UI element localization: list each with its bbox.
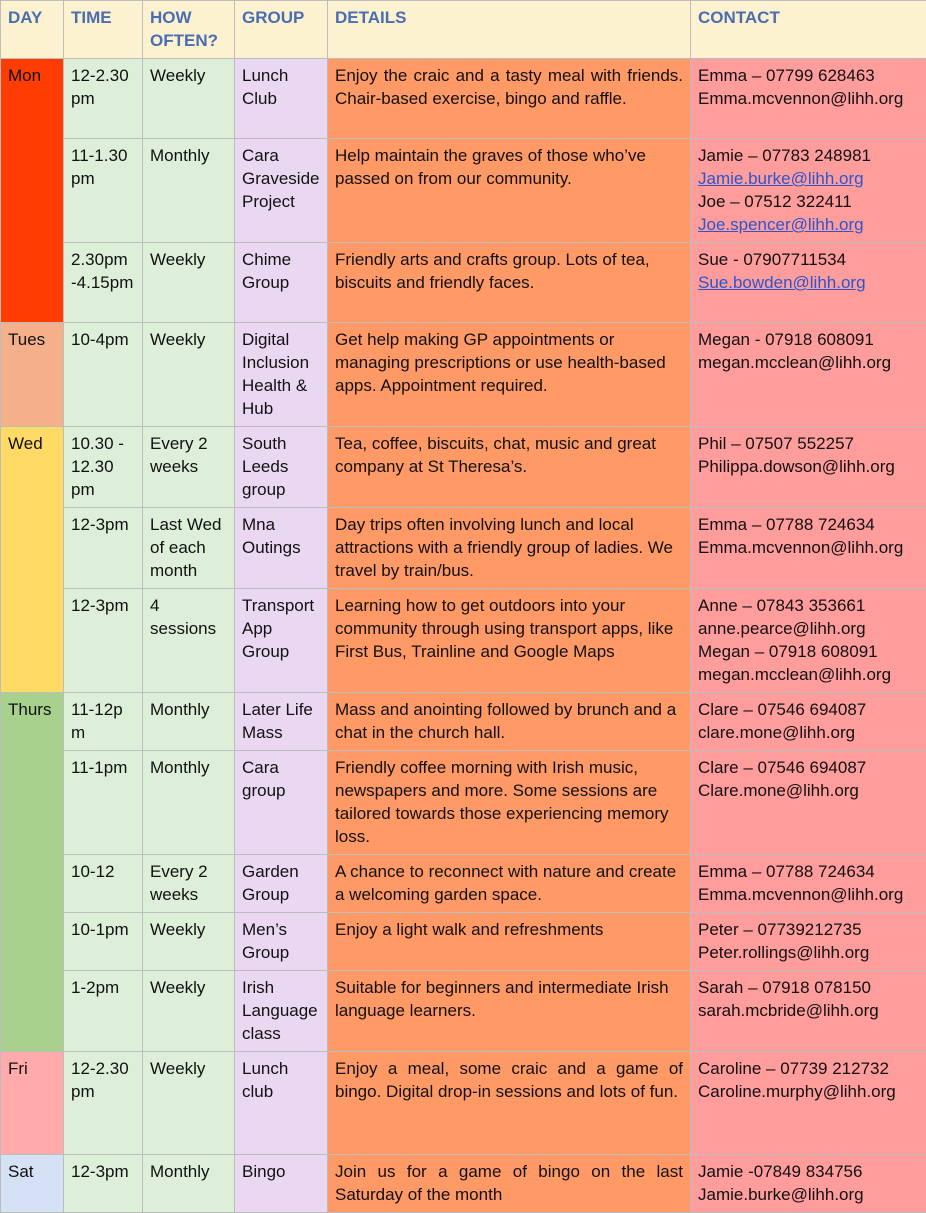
details-cell: Suitable for beginners and intermediate Irish language learners. bbox=[328, 971, 691, 1052]
table-row bbox=[1, 139, 926, 243]
group-cell: South Leeds group bbox=[235, 427, 328, 508]
header-contact: CONTACT bbox=[691, 1, 926, 59]
table-row bbox=[1, 243, 926, 323]
contact-cell bbox=[691, 855, 926, 913]
contact-phone: Sue - 07907711534 bbox=[698, 248, 919, 271]
time-cell: 12-2.30 pm bbox=[64, 1052, 143, 1155]
group-cell: Later Life Mass bbox=[235, 693, 328, 751]
details-cell: Join us for a game of bingo on the last Saturday of the month bbox=[328, 1155, 691, 1213]
contact-cell bbox=[691, 751, 926, 855]
frequency-cell: Monthly bbox=[143, 139, 235, 243]
contact-email: clare.mone@lihh.org bbox=[698, 721, 919, 744]
contact-email: megan.mcclean@lihh.org bbox=[698, 351, 919, 374]
day-cell-sat: Sat bbox=[1, 1155, 64, 1213]
time-cell: 10.30 - 12.30 pm bbox=[64, 427, 143, 508]
contact-cell bbox=[691, 913, 926, 971]
day-cell-mon: Mon bbox=[1, 59, 64, 323]
contact-cell bbox=[691, 1052, 926, 1155]
time-cell: 10-12 bbox=[64, 855, 143, 913]
frequency-cell: Monthly bbox=[143, 751, 235, 855]
contact-cell bbox=[691, 693, 926, 751]
time-cell: 11-1.30 pm bbox=[64, 139, 143, 243]
frequency-cell: Every 2 weeks bbox=[143, 427, 235, 508]
frequency-cell: Weekly bbox=[143, 59, 235, 139]
frequency-cell: Last Wed of each month bbox=[143, 508, 235, 589]
contact-cell bbox=[691, 508, 926, 589]
time-cell: 10-1pm bbox=[64, 913, 143, 971]
contact-phone: Jamie -07849 834756 bbox=[698, 1160, 919, 1183]
details-cell: Help maintain the graves of those who’ve passed on from our community. bbox=[328, 139, 691, 243]
frequency-cell: Weekly bbox=[143, 913, 235, 971]
contact-phone: Emma – 07799 628463 bbox=[698, 64, 919, 87]
frequency-cell: Weekly bbox=[143, 323, 235, 427]
contact-email-link[interactable]: Jamie.burke@lihh.org bbox=[698, 167, 919, 190]
contact-phone: Sarah – 07918 078150 bbox=[698, 976, 919, 999]
frequency-cell: Monthly bbox=[143, 693, 235, 751]
header-details: DETAILS bbox=[328, 1, 691, 59]
group-cell: Cara Graveside Project bbox=[235, 139, 328, 243]
details-cell: Get help making GP appointments or managing prescriptions or use health-based apps. Appointment required. bbox=[328, 323, 691, 427]
contact-cell bbox=[691, 1155, 926, 1213]
time-cell: 10-4pm bbox=[64, 323, 143, 427]
time-cell: 1-2pm bbox=[64, 971, 143, 1052]
header-group: GROUP bbox=[235, 1, 328, 59]
time-cell: 12-3pm bbox=[64, 589, 143, 693]
details-cell: Tea, coffee, biscuits, chat, music and great company at St Theresa’s. bbox=[328, 427, 691, 508]
details-cell: A chance to reconnect with nature and create a welcoming garden space. bbox=[328, 855, 691, 913]
contact-cell bbox=[691, 589, 926, 693]
details-cell: Day trips often involving lunch and local attractions with a friendly group of ladies. We travel by train/bus. bbox=[328, 508, 691, 589]
table-row bbox=[1, 971, 926, 1052]
contact-phone: Joe – 07512 322411 bbox=[698, 190, 919, 213]
contact-email: Philippa.dowson@lihh.org bbox=[698, 455, 919, 478]
contact-phone: Clare – 07546 694087 bbox=[698, 698, 919, 721]
contact-email: anne.pearce@lihh.org bbox=[698, 617, 919, 640]
header-day: DAY bbox=[1, 1, 64, 59]
contact-phone: Peter – 07739212735 bbox=[698, 918, 919, 941]
group-cell: Irish Language class bbox=[235, 971, 328, 1052]
group-cell: Lunch club bbox=[235, 1052, 328, 1155]
table-row bbox=[1, 751, 926, 855]
details-cell: Learning how to get outdoors into your community through using transport apps, like First Bus, Trainline and Google Maps bbox=[328, 589, 691, 693]
contact-email: Peter.rollings@lihh.org bbox=[698, 941, 919, 964]
group-cell: Transport App Group bbox=[235, 589, 328, 693]
time-cell: 12-3pm bbox=[64, 1155, 143, 1213]
contact-email-link[interactable]: Sue.bowden@lihh.org bbox=[698, 271, 919, 294]
details-cell: Enjoy the craic and a tasty meal with friends. Chair-based exercise, bingo and raffle. bbox=[328, 59, 691, 139]
table-row bbox=[1, 855, 926, 913]
table-row bbox=[1, 59, 926, 139]
time-cell: 12-3pm bbox=[64, 508, 143, 589]
table-row bbox=[1, 693, 926, 751]
group-cell: Men’s Group bbox=[235, 913, 328, 971]
table-row bbox=[1, 913, 926, 971]
table-row bbox=[1, 323, 926, 427]
group-cell: Cara group bbox=[235, 751, 328, 855]
frequency-cell: Monthly bbox=[143, 1155, 235, 1213]
contact-email: megan.mcclean@lihh.org bbox=[698, 663, 919, 686]
time-cell: 2.30pm -4.15pm bbox=[64, 243, 143, 323]
table-row bbox=[1, 427, 926, 508]
group-cell: Lunch Club bbox=[235, 59, 328, 139]
time-cell: 11-12pm bbox=[64, 693, 143, 751]
day-cell-wed: Wed bbox=[1, 427, 64, 693]
details-cell: Mass and anointing followed by brunch and a chat in the church hall. bbox=[328, 693, 691, 751]
contact-phone: Phil – 07507 552257 bbox=[698, 432, 919, 455]
contact-email: Clare.mone@lihh.org bbox=[698, 779, 919, 802]
group-cell: Chime Group bbox=[235, 243, 328, 323]
table-row bbox=[1, 1155, 926, 1213]
details-cell: Friendly arts and crafts group. Lots of tea, biscuits and friendly faces. bbox=[328, 243, 691, 323]
group-cell: Mna Outings bbox=[235, 508, 328, 589]
table-row bbox=[1, 1052, 926, 1155]
frequency-cell: Every 2 weeks bbox=[143, 855, 235, 913]
contact-cell bbox=[691, 139, 926, 243]
header-row bbox=[1, 1, 926, 59]
contact-cell bbox=[691, 59, 926, 139]
details-cell: Friendly coffee morning with Irish music, newspapers and more. Some sessions are tailored towards those experiencing memory loss. bbox=[328, 751, 691, 855]
table-row bbox=[1, 589, 926, 693]
contact-phone: Megan – 07918 608091 bbox=[698, 640, 919, 663]
contact-email: sarah.mcbride@lihh.org bbox=[698, 999, 919, 1022]
contact-phone: Megan - 07918 608091 bbox=[698, 328, 919, 351]
frequency-cell: 4 sessions bbox=[143, 589, 235, 693]
frequency-cell: Weekly bbox=[143, 1052, 235, 1155]
day-cell-thurs: Thurs bbox=[1, 693, 64, 1052]
contact-phone: Clare – 07546 694087 bbox=[698, 756, 919, 779]
group-cell: Bingo bbox=[235, 1155, 328, 1213]
contact-phone: Caroline – 07739 212732 bbox=[698, 1057, 919, 1080]
frequency-cell: Weekly bbox=[143, 971, 235, 1052]
group-cell: Garden Group bbox=[235, 855, 328, 913]
contact-email: Jamie.burke@lihh.org bbox=[698, 1183, 919, 1206]
group-cell: Digital Inclusion Health & Hub bbox=[235, 323, 328, 427]
contact-email: Emma.mcvennon@lihh.org bbox=[698, 536, 919, 559]
contact-email: Caroline.murphy@lihh.org bbox=[698, 1080, 919, 1103]
contact-phone: Emma – 07788 724634 bbox=[698, 513, 919, 536]
contact-phone: Emma – 07788 724634 bbox=[698, 860, 919, 883]
details-cell: Enjoy a meal, some craic and a game of bingo. Digital drop-in sessions and lots of fun. bbox=[328, 1052, 691, 1155]
contact-cell bbox=[691, 971, 926, 1052]
contact-phone: Jamie – 07783 248981 bbox=[698, 144, 919, 167]
day-cell-tues: Tues bbox=[1, 323, 64, 427]
details-cell: Enjoy a light walk and refreshments bbox=[328, 913, 691, 971]
time-cell: 11-1pm bbox=[64, 751, 143, 855]
contact-cell bbox=[691, 243, 926, 323]
contact-phone: Anne – 07843 353661 bbox=[698, 594, 919, 617]
day-cell-fri: Fri bbox=[1, 1052, 64, 1155]
header-how-often: HOW OFTEN? bbox=[143, 1, 235, 59]
header-time: TIME bbox=[64, 1, 143, 59]
contact-email: Emma.mcvennon@lihh.org bbox=[698, 883, 919, 906]
table-row bbox=[1, 508, 926, 589]
frequency-cell: Weekly bbox=[143, 243, 235, 323]
contact-email-link[interactable]: Joe.spencer@lihh.org bbox=[698, 213, 919, 236]
time-cell: 12-2.30 pm bbox=[64, 59, 143, 139]
contact-email: Emma.mcvennon@lihh.org bbox=[698, 87, 919, 110]
contact-cell bbox=[691, 323, 926, 427]
contact-cell bbox=[691, 427, 926, 508]
